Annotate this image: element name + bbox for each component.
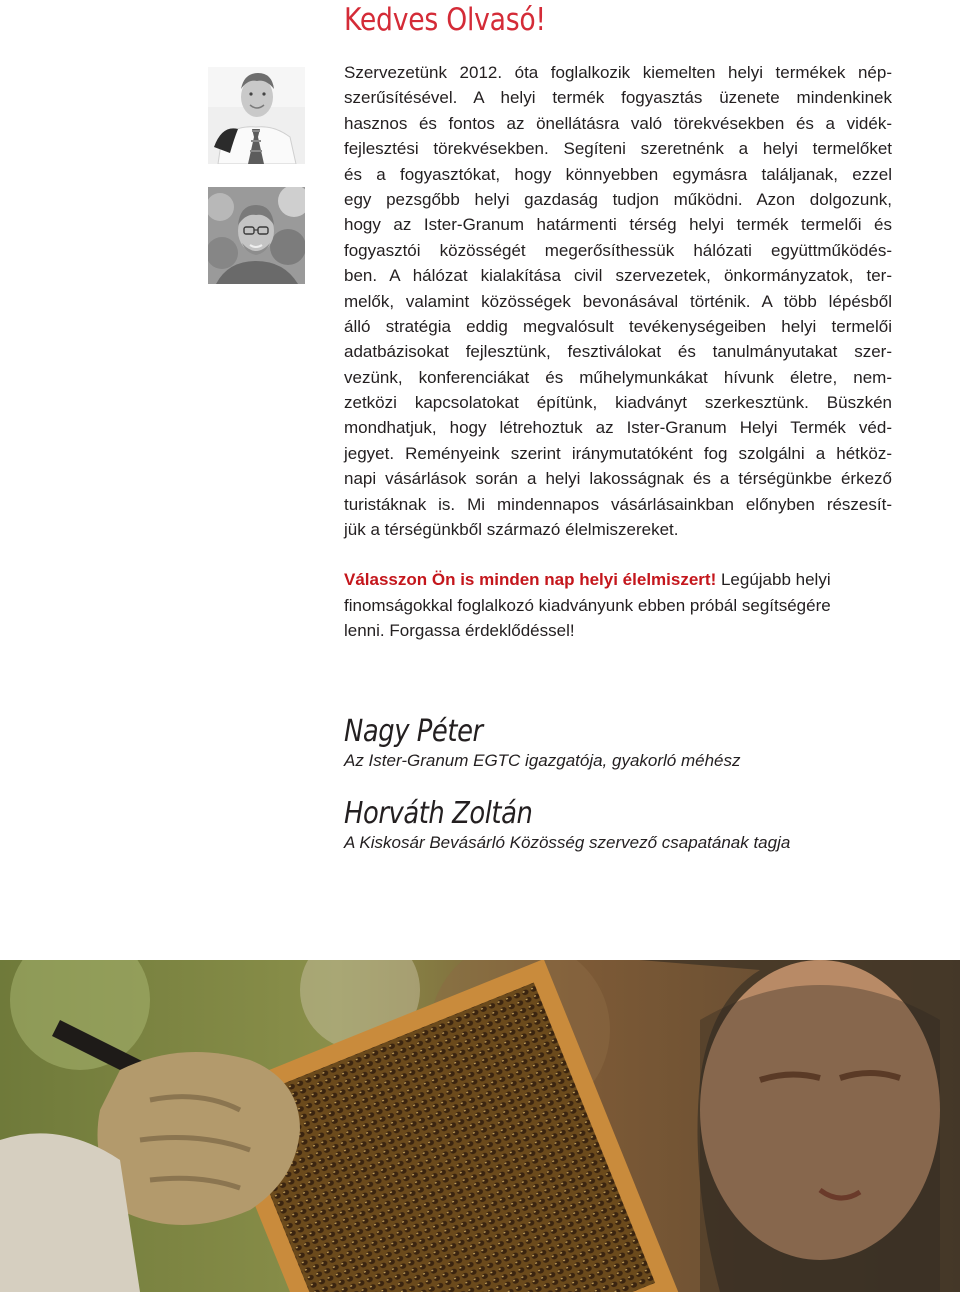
signature-name: Horváth Zoltán [344,796,533,831]
callout-line: finomságokkal foglalkozó kiadványunk ebben próbál segítségére [344,595,831,615]
beekeeper-photo [0,960,960,1292]
text-line: Szervezetünk 2012. óta foglalkozik kiemelten helyi termékek nép- [344,63,892,82]
intro-paragraph [344,60,892,644]
text-line: álló stratégia eddig megvalósult tevékenységeiben helyi termelői [344,316,892,336]
callout-line: lenni. Forgassa érdeklődéssel! [344,621,575,641]
text-line: fejlesztési törekvésekben. Segíteni szeretnénk a helyi termelőket [344,139,892,159]
text-line: hogy az Ister-Granum határmenti térség helyi termék termelői és [344,215,892,235]
signature-role: Az Ister-Granum EGTC igazgatója, gyakorló méhész [344,751,741,770]
portrait-horvath-zoltan [208,187,305,284]
beekeeper-honeycomb-image [0,960,960,1292]
text-line: zetközi kapcsolatokat építünk, kiadványt szerkesztünk. Büszkén [344,393,892,413]
text-line: és a fogyasztókat, hogy könnyebben egymásra találjanak, ezzel [344,164,892,184]
text-line: jük a térségünkből származó élelmiszereket. [344,520,679,540]
portrait-man-tie-image [208,67,305,164]
page-heading: Kedves Olvasó! [344,2,546,38]
text-line: szerűsítésével. A helyi termék fogyasztás üzenete mindenkinek [344,88,892,108]
signature-role: A Kiskosár Bevásárló Közösség szervező csapatának tagja [344,833,791,852]
text-line: hasznos és fontos az önellátásra való törekvésekben és a vidék- [344,113,892,133]
text-line: mondhatjuk, hogy létrehoztuk az Ister-Granum Helyi Termék véd- [344,418,892,438]
text-line: napi vásárlások során a helyi lakosságnak és a térségünkbe érkező [344,469,892,489]
text-line: fogyasztói közösségét megerősíthessük hálózati együttműködés- [344,240,892,260]
portrait-man-glasses-image [208,187,305,284]
text-line: adatbázisokat fejlesztünk, fesztiválokat és tanulmányutakat szer- [344,342,892,362]
signature-name: Nagy Péter [344,714,483,749]
text-line: ben. A hálózat kialakítása civil szervezetek, önkormányzatok, ter- [344,266,892,286]
callout-highlight: Válasszon Ön is minden nap helyi élelmiszert! [344,570,717,590]
portrait-nagy-peter [208,67,305,164]
text-line: turistáknak is. Mi mindennapos vásárlásainkban előnyben részesít- [344,494,892,514]
text-line: jegyet. Reményeink szerint iránymutatóként fog szolgálni a hétköz- [344,443,892,463]
text-line: melők, valamint közösségek bevonásával történik. A több lépésből [344,291,892,311]
callout-rest: Legújabb helyi [716,570,831,590]
text-line: egy pezsgőbb helyi gazdaság tudjon működni. Azon dolgozunk, [344,189,892,209]
callout-line [344,567,892,592]
text-line: vezünk, konferenciákat és műhelymunkákat hívunk életre, nem- [344,367,892,387]
